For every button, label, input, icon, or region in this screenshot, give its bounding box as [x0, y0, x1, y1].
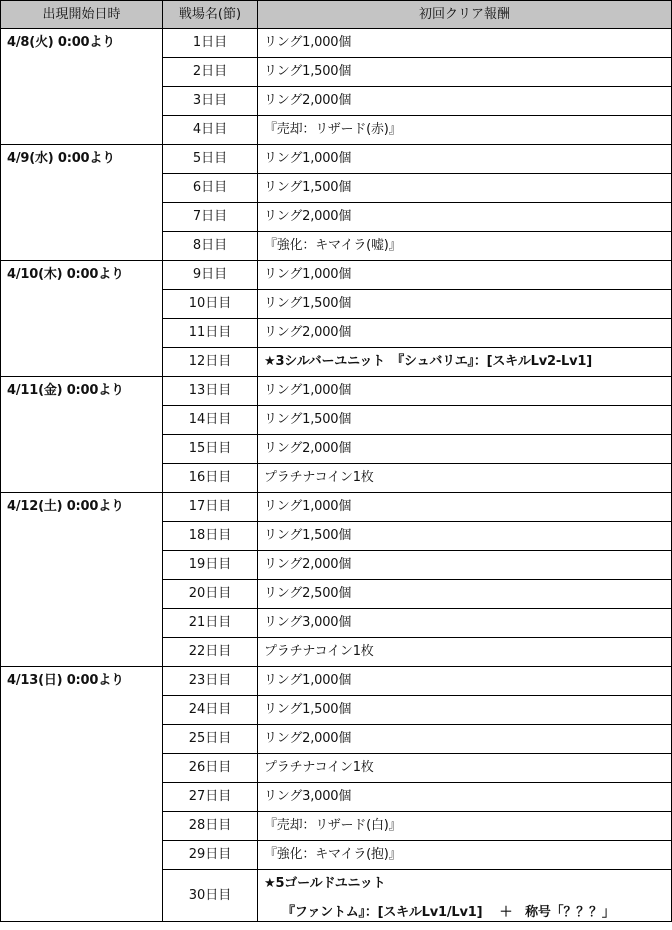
start-date-cell: 4/8(火) 0:00より — [1, 29, 163, 145]
table-row — [1, 261, 672, 290]
table-row — [1, 493, 672, 522]
stage-cell: 9日目 — [163, 261, 258, 290]
start-date-cell: 4/10(木) 0:00より — [1, 261, 163, 377]
stage-cell: 28日目 — [163, 812, 258, 841]
stage-cell: 7日目 — [163, 203, 258, 232]
stage-cell: 11日目 — [163, 319, 258, 348]
reward-cell: 『売却：リザード(白)』 — [258, 812, 672, 841]
reward-cell: リング2,000個 — [258, 319, 672, 348]
stage-cell: 12日目 — [163, 348, 258, 377]
reward-cell: リング1,000個 — [258, 493, 672, 522]
stage-cell: 25日目 — [163, 725, 258, 754]
stage-cell: 23日目 — [163, 667, 258, 696]
reward-cell: リング2,000個 — [258, 725, 672, 754]
stage-cell: 13日目 — [163, 377, 258, 406]
stage-cell: 8日目 — [163, 232, 258, 261]
stage-cell: 17日目 — [163, 493, 258, 522]
reward-cell: リング1,500個 — [258, 406, 672, 435]
stage-cell: 27日目 — [163, 783, 258, 812]
reward-cell: ★3シルバーユニット 『シュバリエ』：[スキルLv2-Lv1] — [258, 348, 672, 377]
stage-cell: 6日目 — [163, 174, 258, 203]
stage-cell: 21日目 — [163, 609, 258, 638]
reward-cell — [258, 870, 672, 922]
stage-cell: 3日目 — [163, 87, 258, 116]
table-row — [1, 377, 672, 406]
reward-cell: リング1,500個 — [258, 290, 672, 319]
stage-cell: 4日目 — [163, 116, 258, 145]
stage-cell: 22日目 — [163, 638, 258, 667]
reward-cell: リング1,000個 — [258, 145, 672, 174]
reward-cell: リング1,500個 — [258, 696, 672, 725]
stage-cell: 1日目 — [163, 29, 258, 58]
reward-cell: プラチナコイン1枚 — [258, 754, 672, 783]
header-stage: 戦場名(節) — [163, 1, 258, 29]
stage-cell: 16日目 — [163, 464, 258, 493]
stage-cell: 30日目 — [163, 870, 258, 922]
reward-cell: リング2,000個 — [258, 551, 672, 580]
table-row — [1, 145, 672, 174]
stage-cell: 19日目 — [163, 551, 258, 580]
table-row — [1, 29, 672, 58]
reward-cell: リング1,500個 — [258, 58, 672, 87]
header-reward: 初回クリア報酬 — [258, 1, 672, 29]
stage-cell: 2日目 — [163, 58, 258, 87]
reward-cell: リング2,000個 — [258, 87, 672, 116]
stage-cell: 15日目 — [163, 435, 258, 464]
reward-cell: リング1,500個 — [258, 174, 672, 203]
start-date-cell: 4/12(土) 0:00より — [1, 493, 163, 667]
reward-cell: プラチナコイン1枚 — [258, 464, 672, 493]
reward-cell: 『強化：キマイラ(抱)』 — [258, 841, 672, 870]
stage-cell: 18日目 — [163, 522, 258, 551]
table-header — [1, 1, 672, 29]
reward-cell: リング1,000個 — [258, 377, 672, 406]
stage-cell: 26日目 — [163, 754, 258, 783]
reward-cell: 『強化：キマイラ(嘘)』 — [258, 232, 672, 261]
reward-cell: リング1,000個 — [258, 261, 672, 290]
header-date: 出現開始日時 — [1, 1, 163, 29]
header-row — [1, 1, 672, 29]
stage-cell: 5日目 — [163, 145, 258, 174]
start-date-cell: 4/9(水) 0:00より — [1, 145, 163, 261]
reward-cell: リング3,000個 — [258, 609, 672, 638]
reward-cell: プラチナコイン1枚 — [258, 638, 672, 667]
table-row — [1, 667, 672, 696]
reward-cell: リング1,500個 — [258, 522, 672, 551]
reward-cell: リング1,000個 — [258, 29, 672, 58]
stage-cell: 20日目 — [163, 580, 258, 609]
stage-cell: 10日目 — [163, 290, 258, 319]
reward-cell: 『売却：リザード(赤)』 — [258, 116, 672, 145]
reward-cell: リング1,000個 — [258, 667, 672, 696]
reward-text: ★5ゴールドユニット — [264, 876, 386, 891]
start-date-cell: 4/11(金) 0:00より — [1, 377, 163, 493]
stage-cell: 29日目 — [163, 841, 258, 870]
reward-cell: リング2,000個 — [258, 435, 672, 464]
start-date-cell: 4/13(日) 0:00より — [1, 667, 163, 922]
reward-cell: リング3,000個 — [258, 783, 672, 812]
reward-text-line2: 『ファントム』：[スキルLv1/Lv1] ＋ 称号「？？？」 — [282, 905, 615, 920]
reward-cell: リング2,500個 — [258, 580, 672, 609]
stage-cell: 24日目 — [163, 696, 258, 725]
table-body — [1, 29, 672, 922]
stage-cell: 14日目 — [163, 406, 258, 435]
reward-cell: リング2,000個 — [258, 203, 672, 232]
